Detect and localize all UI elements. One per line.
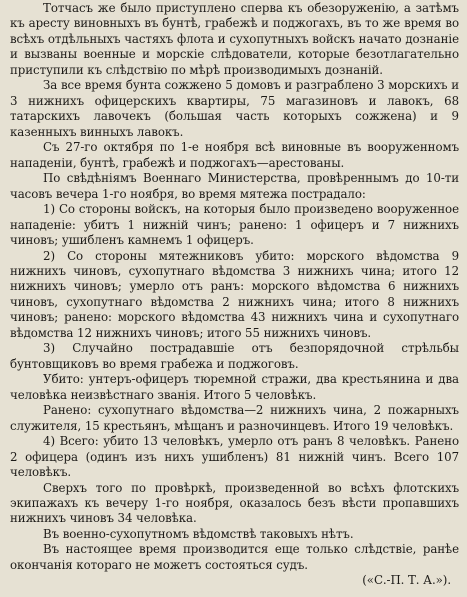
paragraph-investigation: Въ настоящее время производится еще только слѣдствіе, ранѣе окончанія котораго не можетъ состояться судъ. [10, 542, 459, 572]
paragraph-arrest: Тотчасъ же было приступлено сперва къ обезоруженію, а затѣмъ къ аресту виновныхъ въ бунтѣ, грабежѣ и поджогахъ, въ то же время во всѣхъ отдѣльныхъ частяхъ флота и сухопутныхъ войскъ начато дознаніе и вызваны военные и морскіе слѣдователи, которые безотлагательно приступили къ слѣдствію по мѣрѣ производимыхъ дознаній. [10, 1, 459, 77]
paragraph-damage: За все время бунта сожжено 5 домовъ и разграблено 3 морскихъ и 3 нижнихъ офицерскихъ квартиры, 75 магазиновъ и лавокъ, 68 татарскихъ лавочекъ (большая часть которыхъ сожжена) и 9 казенныхъ винныхъ лавокъ. [10, 78, 459, 139]
source-signature: («С.-П. Т. А.»). [362, 573, 451, 588]
paragraph-accidental-victims: 3) Случайно пострадавшіе отъ безпорядочной стрѣльбы бунтовщиковъ во время грабежа и поджоговъ. [10, 341, 459, 371]
paragraph-arrested: Съ 27-го октября по 1-е ноября всѣ виновные въ вооруженномъ нападеніи, бунтѣ, грабежѣ и поджогахъ—арестованы. [10, 140, 459, 170]
paragraph-wounded: Ранено: сухопутнаго вѣдомства—2 нижнихъ чина, 2 пожарныхъ служителя, 15 крестьянъ, мѣщанъ и разночинцевъ. Итого 19 человѣкъ. [10, 403, 459, 433]
paragraph-troops-casualties: 1) Со стороны войскъ, на которыя было произведено вооруженное нападеніе: убитъ 1 нижній чинъ; ранено: 1 офицеръ и 7 нижнихъ чиновъ; ушибленъ камнемъ 1 офицеръ. [10, 202, 459, 248]
paragraph-killed: Убито: унтеръ-офицеръ тюремной стражи, два крестьянина и два человѣка неизвѣстнаго званія. Итого 5 человѣкъ. [10, 372, 459, 402]
paragraph-missing: Сверхъ того по провѣркѣ, произведенной во всѣхъ флотскихъ экипажахъ къ вечеру 1-го ноября, оказалось безъ вѣсти пропавшихъ нижнихъ чиновъ 34 человѣка. [10, 480, 459, 526]
paragraph-army-none: Въ военно-сухопутномъ вѣдомствѣ таковыхъ нѣтъ. [43, 526, 354, 541]
paragraph-total: 4) Всего: убито 13 человѣкъ, умерло отъ ранъ 8 человѣкъ. Ранено 2 офицера (одинъ изъ нихъ ушибленъ) 81 нижній чинъ. Всего 107 человѣкъ. [10, 434, 459, 480]
paragraph-mutineer-casualties: 2) Со стороны мятежниковъ убито: морского вѣдомства 9 нижнихъ чиновъ, сухопутнаго вѣдомства 3 нижнихъ чина; итого 12 нижнихъ чиновъ; умерло отъ ранъ: морского вѣдомства 6 нижнихъ чиновъ, сухопутнаго вѣдомства 2 нижнихъ чина; итого 8 нижнихъ чиновъ; ранено: морского вѣдомства 43 нижнихъ чина и сухопутнаго вѣдомства 12 нижнихъ чиновъ; итого 55 нижнихъ чиновъ. [10, 248, 459, 340]
paragraph-ministry-report: По свѣдѣніямъ Военнаго Министерства, провѣреннымъ до 10-ти часовъ вечера 1-го ноября, во время мятежа пострадало: [10, 171, 459, 201]
